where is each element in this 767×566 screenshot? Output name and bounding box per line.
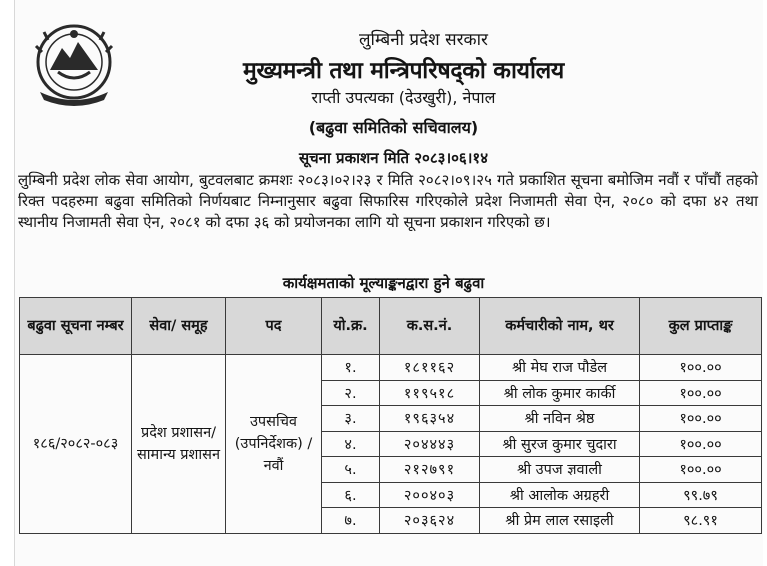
header-post: पद (226, 298, 322, 355)
code-cell: ११९५१८ (380, 380, 480, 406)
code-cell: २०४४४३ (380, 431, 480, 457)
secretariat-label: (बढुवा समितिको सचिवालय) (308, 118, 479, 137)
serial-cell: १. (322, 355, 380, 381)
code-cell: २१२७९१ (380, 457, 480, 483)
publish-date: सूचना प्रकाशन मिति २०८३।०६।१४ (298, 149, 489, 167)
header-code: क.स.नं. (380, 298, 480, 355)
office-name: मुख्यमन्त्री तथा मन्त्रिपरिषद्को कार्यालय (243, 58, 564, 84)
employee-name-cell: श्री उपज ज्ञवाली (480, 457, 640, 483)
serial-cell: ५. (322, 457, 380, 483)
government-name: लुम्बिनी प्रदेश सरकार (359, 30, 488, 50)
table-row (20, 355, 762, 381)
employee-name-cell: श्री मेघ राज पौडेल (480, 355, 640, 381)
code-cell: २००४०३ (380, 482, 480, 508)
employee-name-cell: श्री नविन श्रेष्ठ (480, 406, 640, 432)
office-location: राप्ती उपत्यका (देउखुरी), नेपाल (311, 88, 496, 107)
service-group-cell: प्रदेश प्रशासन/ सामान्य प्रशासन (132, 355, 226, 534)
post-cell: उपसचिव (उपनिर्देशक) /नवौं (226, 355, 322, 534)
employee-name-cell: श्री आलोक अग्रहरी (480, 482, 640, 508)
employee-name-cell: श्री लोक कुमार कार्की (480, 380, 640, 406)
header-total-score: कुल प्राप्ताङ्क (640, 298, 762, 355)
score-cell: १००.०० (640, 355, 762, 381)
score-cell: १००.०० (640, 406, 762, 432)
score-cell: १००.०० (640, 431, 762, 457)
notice-number-cell: १८६/२०८२-०८३ (20, 355, 132, 534)
serial-cell: ४. (322, 431, 380, 457)
table-header-row (20, 298, 762, 355)
table-subheading: कार्यक्षमताको मूल्याङ्कनद्वारा हुने बढुवा (282, 274, 485, 292)
header-serial: यो.क्र. (322, 298, 380, 355)
score-cell: ९८.९१ (640, 508, 762, 534)
score-cell: १००.०० (640, 380, 762, 406)
code-cell: २०३६२४ (380, 508, 480, 534)
serial-cell: ३. (322, 406, 380, 432)
code-cell: १९६३५४ (380, 406, 480, 432)
serial-cell: ७. (322, 508, 380, 534)
header-notice-number: बढुवा सूचना नम्बर (20, 298, 132, 355)
notice-body: लुम्बिनी प्रदेश लोक सेवा आयोग, बुटवलबाट क्रमशः २०८३।०२।२३ र मिति २०८२।०९।२५ गते प्रकाशित सूचना बमोजिम नवौं र पाँचौं तहको रिक्त पदहरुमा बढुवा समितिको निर्णयबाट निम्नानुसार बढुवा सिफारिस गरिएकोले प्रदेश निजामती सेवा ऐन, २०८० को दफा ४२ तथा स्थानीय निजामती सेवा ऐन, २०८१ को दफा ३६ को प्रयोजनका लागि यो सूचना प्रकाशन गरिएको छ। (18, 171, 758, 231)
score-cell: ९९.७९ (640, 482, 762, 508)
employee-name-cell: श्री प्रेम लाल रसाइली (480, 508, 640, 534)
code-cell: १८११६२ (380, 355, 480, 381)
score-cell: १००.०० (640, 457, 762, 483)
serial-cell: २. (322, 380, 380, 406)
header-service-group: सेवा/ समूह (132, 298, 226, 355)
employee-name-cell: श्री सुरज कुमार चुदारा (480, 431, 640, 457)
header-employee-name: कर्मचारीको नाम, थर (480, 298, 640, 355)
serial-cell: ६. (322, 482, 380, 508)
promotion-table (19, 297, 762, 534)
